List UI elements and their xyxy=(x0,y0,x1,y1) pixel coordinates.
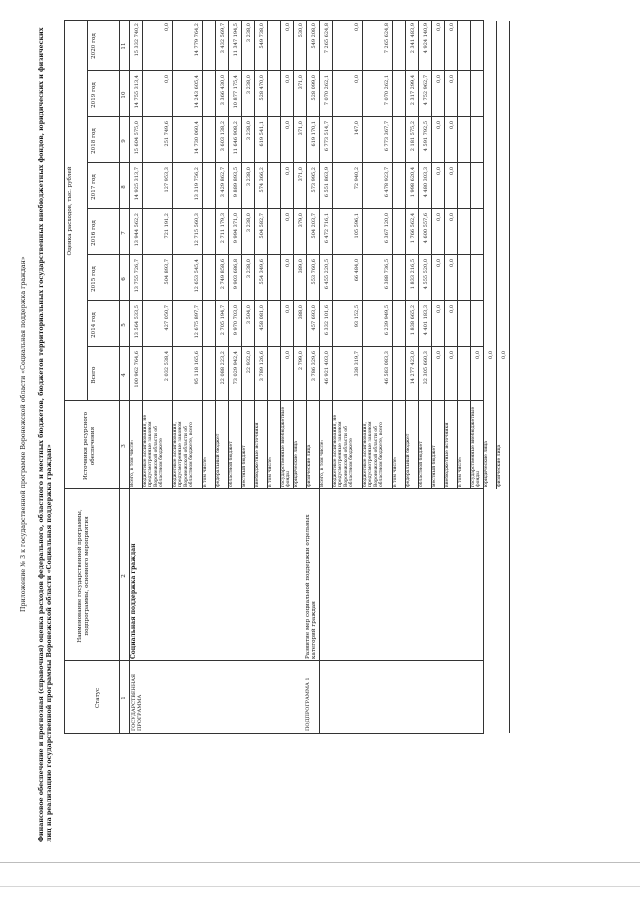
program-value-cell: 14 243 605,4 xyxy=(194,75,200,109)
subprogram-value-cell: 0,0 xyxy=(488,351,494,359)
subprogram-value-cell: 1 998 620,4 xyxy=(410,167,416,198)
program-value-cell: 504 203,7 xyxy=(311,213,317,239)
header-total: Всего xyxy=(91,366,97,384)
program-source-label: местный бюджет xyxy=(242,445,247,487)
program-value-cell: 11 347 194,5 xyxy=(233,23,239,57)
subprogram-value-cell: 147,0 xyxy=(354,121,360,136)
program-source-label: внебюджетные источники xyxy=(255,422,260,487)
subprogram-value-cell: 4 924 140,9 xyxy=(423,23,429,54)
program-name: Социальная поддержка граждан xyxy=(130,543,137,659)
program-value-cell: 379,0 xyxy=(298,213,304,228)
program-value-cell: 2 799,0 xyxy=(298,351,304,371)
program-source-label: Всего, в том числе: xyxy=(130,439,135,487)
subprogram-value-cell: 1 838 665,2 xyxy=(410,305,416,336)
subprogram-value-cell: 4 555 520,0 xyxy=(423,259,429,290)
colnum-9: 9 xyxy=(121,139,127,143)
program-value-cell: 3 238,0 xyxy=(246,121,252,141)
colnum-10: 10 xyxy=(121,91,127,99)
program-value-cell: 2 705 194,7 xyxy=(220,305,226,336)
subprogram-value-cell: 0,0 xyxy=(449,213,455,221)
program-value-cell: 553 760,6 xyxy=(311,259,317,285)
program-source-label: федеральный бюджет xyxy=(216,433,221,487)
program-value-cell: 0,0 xyxy=(285,351,291,359)
colnum-3: 3 xyxy=(121,444,127,448)
program-value-cell: 0,0 xyxy=(285,23,291,31)
program-value-cell: 389,0 xyxy=(298,259,304,274)
program-value-cell: 504 582,7 xyxy=(259,213,265,239)
program-value-cell: 22 932,0 xyxy=(246,351,252,374)
header-year-2016: 2016 год xyxy=(91,220,97,246)
program-source-label: в том числе: xyxy=(203,456,208,487)
program-value-cell: 573 995,2 xyxy=(311,167,317,193)
colnum-1: 1 xyxy=(121,696,127,700)
block-separator xyxy=(509,21,510,733)
program-value-cell: 9 994 371,0 xyxy=(233,213,239,244)
program-value-cell: 15 604 575,0 xyxy=(134,121,140,155)
header-status: Статус xyxy=(95,687,101,709)
colnum-5: 5 xyxy=(121,323,127,327)
program-value-cell: 371,0 xyxy=(298,75,304,90)
program-value-cell: 251 749,6 xyxy=(164,121,170,147)
subprogram-source-label: бюджетные ассигнования, предусмотренные законом Воронежской области об областном бюджете, всего xyxy=(363,421,385,487)
header-year-2017: 2017 год xyxy=(91,174,97,200)
program-value-cell: 10 877 175,4 xyxy=(233,75,239,109)
program-value-cell: 13 319 756,2 xyxy=(194,167,200,201)
program-value-cell: 3 603 138,2 xyxy=(220,121,226,152)
program-value-cell: 388,0 xyxy=(298,305,304,320)
table-header-line xyxy=(119,21,120,733)
subprogram-value-cell: 0,0 xyxy=(436,167,442,175)
program-value-cell: 3 504,0 xyxy=(246,305,252,325)
program-value-cell: 574 366,2 xyxy=(259,167,265,193)
program-value-cell: 0,0 xyxy=(164,23,170,31)
appendix-note: Приложение № 3 к государственной программе Воронежской области «Социальная поддержка граждан» xyxy=(20,256,27,612)
program-value-cell: 0,0 xyxy=(285,75,291,83)
subprogram-source-label: в том числе: xyxy=(393,456,398,487)
subprogram-value-cell: 6 551 863,9 xyxy=(324,167,330,198)
table-column-line xyxy=(65,400,483,401)
subprogram-source-label: областной бюджет xyxy=(419,441,424,487)
program-value-cell: 73 029 942,4 xyxy=(233,351,239,385)
colnum-6: 6 xyxy=(121,277,127,281)
program-value-cell: 12 653 545,4 xyxy=(194,259,200,293)
subprogram-value-cell: 72 940,2 xyxy=(354,167,360,190)
subprogram-value-cell: 6 367 120,0 xyxy=(384,213,390,244)
subprogram-value-cell: 105 596,1 xyxy=(354,213,360,239)
subprogram-value-cell: 0,0 xyxy=(436,121,442,129)
subprogram-value-cell: 0,0 xyxy=(436,75,442,83)
subprogram-value-cell: 4 752 962,7 xyxy=(423,75,429,106)
program-value-cell: 12 675 897,7 xyxy=(194,305,200,339)
colnum-2: 2 xyxy=(121,574,127,578)
program-value-cell: 14 755 313,4 xyxy=(134,75,140,109)
subprogram-status: ПОДПРОГРАММА 1 xyxy=(305,677,311,731)
subprogram-source-label: физические лица xyxy=(497,444,502,487)
table-column-line xyxy=(87,70,483,71)
program-value-cell: 427 050,7 xyxy=(164,305,170,331)
subprogram-value-cell: 0,0 xyxy=(449,75,455,83)
header-year-2015: 2015 год xyxy=(91,266,97,292)
subprogram-value-cell: 7 070 262,1 xyxy=(384,75,390,106)
subprogram-value-cell: 0,0 xyxy=(501,351,507,359)
program-value-cell: 3 429 862,7 xyxy=(220,167,226,198)
subprogram-value-cell: 6 239 949,5 xyxy=(384,305,390,336)
program-value-cell: 14 779 764,2 xyxy=(194,23,200,57)
header-estimate: Оценка расходов, тыс. рублей xyxy=(67,166,73,256)
table-column-line xyxy=(87,254,483,255)
subprogram-value-cell: 0,0 xyxy=(436,351,442,359)
program-source-label: бюджетные ассигнования, не предусмотренные законом Воронежской области об областном бюджете xyxy=(143,414,165,487)
subprogram-value-cell: 0,0 xyxy=(436,305,442,313)
subprogram-value-cell: 6 478 923,7 xyxy=(384,167,390,198)
program-value-cell: 0,0 xyxy=(164,75,170,83)
subprogram-value-cell: 1 766 562,4 xyxy=(410,213,416,244)
program-value-cell: 0,0 xyxy=(285,167,291,175)
subprogram-source-label: бюджетные ассигнования, не предусмотренные законом Воронежской области об областном бюджете xyxy=(333,414,355,487)
program-value-cell: 528 099,0 xyxy=(311,75,317,101)
header-year-2018: 2018 год xyxy=(91,128,97,154)
subprogram-value-cell: 338 319,7 xyxy=(354,351,360,377)
subprogram-source-label: государственные внебюджетные фонды xyxy=(471,406,482,487)
subprogram-value-cell: 4 401 183,3 xyxy=(423,305,429,336)
program-value-cell: 9 970 703,0 xyxy=(233,305,239,336)
program-value-cell: 2 749 858,6 xyxy=(220,259,226,290)
program-value-cell: 619 170,1 xyxy=(311,121,317,147)
subprogram-name: Развитие мер социальной поддержки отдельных категорий граждан xyxy=(305,514,317,659)
program-source-label: юридические лица xyxy=(294,440,299,487)
subprogram-source-label: внебюджетные источники xyxy=(445,422,450,487)
program-value-cell: 12 715 560,3 xyxy=(194,213,200,247)
program-value-cell: 554 349,6 xyxy=(259,259,265,285)
header-year-2020: 2020 год xyxy=(91,33,97,59)
table-column-line xyxy=(87,116,483,117)
program-value-cell: 530,0 xyxy=(298,23,304,38)
page-divider xyxy=(0,862,640,863)
program-value-cell: 0,0 xyxy=(285,305,291,313)
program-value-cell: 3 238,0 xyxy=(246,23,252,43)
program-value-cell: 549 738,0 xyxy=(259,23,265,49)
program-value-cell: 2 711 179,3 xyxy=(220,213,226,244)
program-value-cell: 95 118 165,6 xyxy=(194,351,200,385)
program-value-cell: 22 088 223,2 xyxy=(220,351,226,385)
subprogram-value-cell: 0,0 xyxy=(475,351,481,359)
program-value-cell: 457 693,0 xyxy=(311,305,317,331)
colnum-8: 8 xyxy=(121,185,127,189)
subprogram-value-cell: 6 472 716,1 xyxy=(324,213,330,244)
program-value-cell: 528 470,0 xyxy=(259,75,265,101)
program-value-cell: 9 889 893,5 xyxy=(233,167,239,198)
document-title: Финансовое обеспечение и прогнозная (справочная) оценка расходов федерального, областного и местных бюджетов, бюджетов территориальных государственных внебюджетных фондов, юридических и физических лиц на реализацию государственной программы Воронежской области «Социальная поддержка граждан» xyxy=(38,27,53,842)
subprogram-value-cell: 6 455 220,5 xyxy=(324,259,330,290)
table-header-line xyxy=(87,21,88,401)
subprogram-value-cell: 0,0 xyxy=(354,75,360,83)
table-column-line xyxy=(87,208,483,209)
finance-table xyxy=(64,20,507,734)
program-value-cell: 11 646 908,2 xyxy=(233,121,239,155)
program-value-cell: 13 755 726,7 xyxy=(134,259,140,293)
subprogram-value-cell: 0,0 xyxy=(354,23,360,31)
table-column-line xyxy=(65,488,483,489)
program-value-cell: 127 953,3 xyxy=(164,167,170,193)
subprogram-value-cell: 7 265 624,8 xyxy=(324,23,330,54)
subprogram-value-cell: 0,0 xyxy=(436,23,442,31)
program-value-cell: 504 893,7 xyxy=(164,259,170,285)
program-value-cell: 3 238,0 xyxy=(246,259,252,279)
program-value-cell: 458 081,0 xyxy=(259,305,265,331)
program-value-cell: 0,0 xyxy=(285,259,291,267)
subprogram-source-label: юридические лица xyxy=(484,440,489,487)
subprogram-source-label: в том числе: xyxy=(458,456,463,487)
program-value-cell: 9 903 686,8 xyxy=(233,259,239,290)
subprogram-value-cell: 0,0 xyxy=(449,23,455,31)
program-value-cell: 3 432 569,7 xyxy=(220,23,226,54)
program-value-cell: 14 730 060,4 xyxy=(194,121,200,155)
subprogram-value-cell: 0,0 xyxy=(436,213,442,221)
program-source-label: физические лица xyxy=(307,444,312,487)
page-divider-secondary xyxy=(0,886,640,887)
program-source-label: бюджетные ассигнования, предусмотренные законом Воронежской области об областном бюджете, всего xyxy=(173,421,195,487)
subprogram-source-label: местный бюджет xyxy=(432,445,437,487)
subprogram-value-cell: 4 591 792,5 xyxy=(423,121,429,152)
program-value-cell: 0,0 xyxy=(285,213,291,221)
program-value-cell: 3 238,0 xyxy=(246,75,252,95)
subprogram-value-cell: 46 921 403,0 xyxy=(324,351,330,385)
program-value-cell: 100 962 764,6 xyxy=(134,351,140,388)
program-value-cell: 13 564 533,5 xyxy=(134,305,140,339)
subprogram-value-cell: 7 070 262,1 xyxy=(324,75,330,106)
subprogram-value-cell: 2 181 575,2 xyxy=(410,121,416,152)
program-source-label: государственные внебюджетные фонды xyxy=(281,406,292,487)
header-year-2014: 2014 год xyxy=(91,312,97,338)
table-column-line xyxy=(87,300,483,301)
program-source-label: областной бюджет xyxy=(229,441,234,487)
subprogram-value-cell: 4 600 557,6 xyxy=(423,213,429,244)
subprogram-value-cell: 0,0 xyxy=(449,121,455,129)
subprogram-source-label: Всего, в том числе: xyxy=(320,439,325,487)
subprogram-value-cell: 6 388 736,5 xyxy=(384,259,390,290)
subprogram-value-cell: 2 341 483,9 xyxy=(410,23,416,54)
program-value-cell: 619 541,1 xyxy=(259,121,265,147)
program-value-cell: 3 786 329,6 xyxy=(311,351,317,382)
subprogram-value-cell: 4 480 303,3 xyxy=(423,167,429,198)
subprogram-value-cell: 7 265 624,8 xyxy=(384,23,390,54)
subprogram-value-cell: 6 773 514,7 xyxy=(324,121,330,152)
subprogram-value-cell: 0,0 xyxy=(449,167,455,175)
program-value-cell: 721 191,2 xyxy=(164,213,170,239)
subprogram-value-cell: 93 152,5 xyxy=(354,305,360,328)
program-value-cell: 3 789 126,6 xyxy=(259,351,265,382)
header-source: Источники ресурсного обеспечения xyxy=(83,411,96,481)
subprogram-value-cell: 0,0 xyxy=(449,305,455,313)
colnum-4: 4 xyxy=(121,373,127,377)
program-value-cell: 3 366 430,0 xyxy=(220,75,226,106)
program-value-cell: 371,0 xyxy=(298,121,304,136)
colnum-7: 7 xyxy=(121,231,127,235)
program-value-cell: 2 032 538,4 xyxy=(164,351,170,382)
program-value-cell: 3 238,0 xyxy=(246,167,252,187)
program-value-cell: 13 944 562,2 xyxy=(134,213,140,247)
subprogram-value-cell: 1 833 216,5 xyxy=(410,259,416,290)
subprogram-value-cell: 2 317 299,4 xyxy=(410,75,416,106)
subprogram-value-cell: 14 277 423,0 xyxy=(410,351,416,385)
table-column-line xyxy=(65,660,483,661)
subprogram-value-cell: 46 583 083,3 xyxy=(384,351,390,385)
subprogram-value-cell: 6 332 101,6 xyxy=(324,305,330,336)
table-header-line xyxy=(129,21,130,733)
header-year-2019: 2019 год xyxy=(91,82,97,108)
subprogram-value-cell: 32 305 660,3 xyxy=(423,351,429,385)
program-value-cell: 371,0 xyxy=(298,167,304,182)
program-value-cell: 549 208,0 xyxy=(311,23,317,49)
subprogram-value-cell: 0,0 xyxy=(449,259,455,267)
program-value-cell: 15 332 740,2 xyxy=(134,23,140,57)
header-name: Наименование государственной программы, подпрограммы, основного мероприятия xyxy=(77,509,90,643)
subprogram-source-label: федеральный бюджет xyxy=(406,433,411,487)
rotated-sheet xyxy=(18,22,507,842)
subprogram-value-cell: 66 484,0 xyxy=(354,259,360,282)
program-value-cell: 14 925 313,7 xyxy=(134,167,140,201)
program-value-cell: 3 238,0 xyxy=(246,213,252,233)
colnum-11: 11 xyxy=(121,42,127,50)
subprogram-value-cell: 6 773 367,7 xyxy=(384,121,390,152)
table-column-line xyxy=(87,162,483,163)
table-column-line xyxy=(87,346,483,347)
subprogram-value-cell: 0,0 xyxy=(436,259,442,267)
program-status: ГОСУДАРСТВЕННАЯ ПРОГРАММА xyxy=(131,673,143,731)
program-value-cell: 0,0 xyxy=(285,121,291,129)
program-source-label: в том числе: xyxy=(268,456,273,487)
subprogram-value-cell: 0,0 xyxy=(449,351,455,359)
